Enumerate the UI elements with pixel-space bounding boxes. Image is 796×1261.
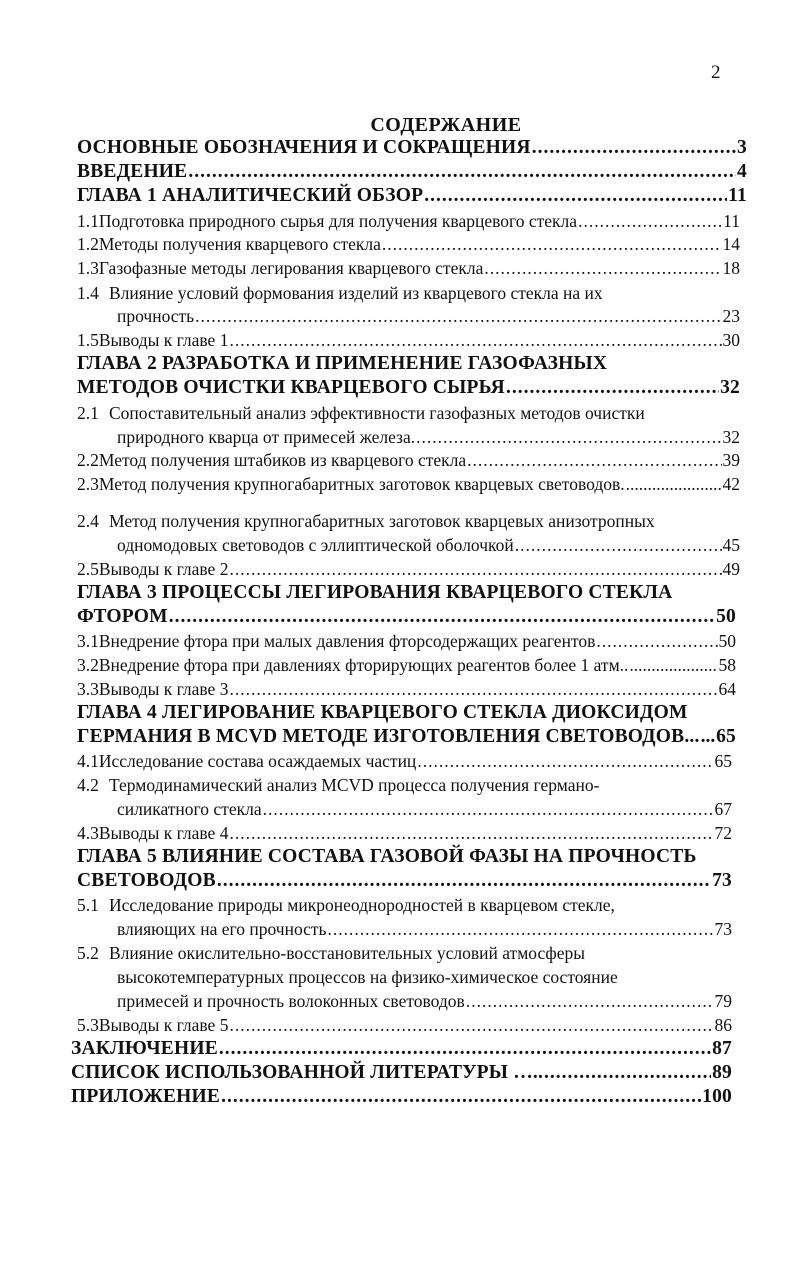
toc-entry-text: ЗАКЛЮЧЕНИЕ [71, 1038, 218, 1059]
toc-entry-text: Выводы к главе 2 [98, 559, 229, 579]
toc-entry-text: Внедрение фтора при давлениях фторирующих реагентов более 1 атм.. [98, 655, 629, 675]
dot-leader [467, 449, 721, 471]
toc-entry [77, 510, 740, 532]
toc-entry [117, 534, 740, 556]
toc-entry [77, 210, 740, 232]
toc-entry-page: 100 [702, 1086, 732, 1107]
dot-leader [217, 870, 711, 892]
dot-leader [424, 185, 727, 207]
dot-leader [169, 606, 715, 628]
dot-leader [532, 137, 736, 159]
toc-entry [117, 966, 732, 988]
toc-entry [77, 558, 740, 580]
toc-entry-page: 73 [712, 870, 732, 891]
toc-entry-number: 4.3 [77, 823, 99, 843]
toc-entry [77, 353, 740, 375]
toc-entry [77, 473, 740, 495]
toc-entry [77, 233, 740, 255]
toc-entry-page: 30 [722, 330, 740, 350]
toc-entry-number: 2.2 [77, 450, 99, 470]
dot-leader [219, 1038, 711, 1060]
toc-entry-text: природного кварца от примесей железа. [117, 427, 416, 447]
toc-entry-page: 50 [718, 631, 736, 651]
toc-entry-number: 1.2 [77, 234, 99, 254]
toc-entry [77, 942, 732, 964]
toc-entry [117, 305, 740, 327]
toc-entry-text: одномодовых световодов с эллиптической оболочкой [117, 535, 514, 555]
toc-entry-text: ГЛАВА 5 ВЛИЯНИЕ СОСТАВА ГАЗОВОЙ ФАЗЫ НА ПРОЧНОСТЬ [77, 846, 697, 867]
toc-entry [71, 1038, 732, 1060]
dot-leader [629, 654, 717, 676]
toc-entry-page: 3 [737, 137, 747, 158]
dot-leader [221, 1086, 701, 1108]
toc-entry-text: Методы получения кварцевого стекла [98, 234, 381, 254]
toc-entry [77, 870, 732, 892]
toc-entry-page: 42 [722, 474, 740, 494]
toc-entry-number: 5.3 [77, 1015, 99, 1035]
toc-entry [117, 990, 732, 1012]
toc-entry-text: высокотемпературных процессов на физико-химическое состояние [117, 967, 618, 987]
toc-entry-number: 2.3 [77, 474, 99, 494]
toc-entry-text: ВВЕДЕНИЕ [77, 161, 188, 182]
toc-entry [77, 726, 736, 748]
toc-entry-number: 1.5 [77, 330, 99, 350]
dot-leader [515, 534, 722, 556]
page-number: 2 [711, 62, 721, 83]
toc-entry-text: ГЛАВА 3 ПРОЦЕССЫ ЛЕГИРОВАНИЯ КВАРЦЕВОГО СТЕКЛА [77, 582, 673, 603]
toc-entry-page: 18 [722, 258, 740, 278]
dot-leader [328, 918, 714, 940]
dot-leader [229, 558, 721, 580]
toc-entry-number: 4.1 [77, 751, 99, 771]
toc-entry-text: Исследование состава осаждаемых частиц [98, 751, 417, 771]
toc-entry-number: 1.4 [77, 283, 99, 303]
toc-entry-text: Метод получения крупногабаритных заготовок кварцевых световодов. [98, 474, 625, 494]
toc-entry-page: 23 [722, 306, 740, 326]
toc-entry [77, 894, 732, 916]
dot-leader [544, 1062, 711, 1084]
toc-entry-text: ФТОРОМ [77, 606, 168, 627]
toc-entry-text: ГЛАВА 2 РАЗРАБОТКА И ПРИМЕНЕНИЕ ГАЗОФАЗНЫХ [77, 353, 608, 374]
toc-entry-number: 3.1 [77, 631, 99, 651]
toc-entry-text: Сопоставительный анализ эффективности газофазных методов очистки [109, 403, 645, 423]
toc-entry-text: ГЛАВА 1 АНАЛИТИЧЕСКИЙ ОБЗОР [77, 185, 424, 206]
toc-entry [77, 582, 740, 604]
toc-entry [77, 377, 740, 399]
dot-leader [701, 726, 716, 748]
toc-entry-number: 5.1 [77, 895, 99, 915]
toc-entry-text: ПРИЛОЖЕНИЕ [71, 1086, 221, 1107]
toc-entry [117, 798, 732, 820]
toc-entry-page: 11 [728, 185, 747, 206]
toc-entry-page: 87 [712, 1038, 732, 1059]
toc-entry [117, 918, 732, 940]
toc-entry-page: 67 [714, 799, 732, 819]
toc-entry-text: Выводы к главе 4 [98, 823, 229, 843]
toc-entry [77, 774, 732, 796]
toc-entry [77, 702, 736, 724]
toc-entry-page: 64 [718, 679, 736, 699]
toc-entry-page: 73 [714, 919, 732, 939]
toc-entry-page: 4 [737, 161, 747, 182]
toc-entry-page: 50 [716, 606, 736, 627]
toc-entry [77, 654, 736, 676]
toc-entry-page: 32 [720, 377, 740, 398]
toc-entry-text: ГЕРМАНИЯ В MCVD МЕТОДЕ ИЗГОТОВЛЕНИЯ СВЕТОВОДОВ... [77, 726, 700, 747]
toc-entry-text: ОСНОВНЫЕ ОБОЗНАЧЕНИЯ И СОКРАЩЕНИЯ [77, 137, 531, 158]
dot-leader [229, 822, 713, 844]
toc-entry-number: 1.3 [77, 258, 99, 278]
dot-leader [416, 426, 721, 448]
toc-entry-page: 32 [722, 427, 740, 447]
toc-entry [117, 426, 740, 448]
toc-entry-text: примесей и прочность волоконных световодов [117, 991, 465, 1011]
toc-entry-text: Метод получения крупногабаритных заготовок кварцевых анизотропных [109, 511, 655, 531]
toc-entry [77, 750, 732, 772]
toc-entry-number: 4.2 [77, 775, 99, 795]
toc-entry-number: 3.3 [77, 679, 99, 699]
toc-title: СОДЕРЖАНИЕ [370, 114, 522, 136]
toc-entry-text: Газофазные методы легирования кварцевого стекла [98, 258, 484, 278]
toc-entry-text: Выводы к главе 1 [98, 330, 229, 350]
toc-entry-text: Исследование природы микронеоднородностей в кварцевом стекле, [109, 895, 615, 915]
toc-entry [77, 161, 747, 183]
toc-entry-text: Выводы к главе 3 [98, 679, 229, 699]
toc-entry [77, 1014, 732, 1036]
toc-entry-number: 3.2 [77, 655, 99, 675]
dot-leader [195, 305, 721, 327]
dot-leader [417, 750, 713, 772]
toc-entry-number: 2.1 [77, 403, 99, 423]
toc-entry-text: Термодинамический анализ MCVD процесса получения германо- [109, 775, 600, 795]
toc-entry-page: 49 [722, 559, 740, 579]
toc-entry-text: Метод получения штабиков из кварцевого стекла [98, 450, 467, 470]
toc-entry [77, 606, 736, 628]
toc-entry [77, 846, 732, 868]
toc-entry-text: силикатного стекла [117, 799, 262, 819]
toc-entry-page: 89 [712, 1062, 732, 1083]
toc-entry-text: прочность [117, 306, 195, 326]
dot-leader [229, 1014, 713, 1036]
toc-entry-number: 2.5 [77, 559, 99, 579]
dot-leader [626, 473, 722, 495]
dot-leader [466, 990, 714, 1012]
toc-entry-text: МЕТОДОВ ОЧИСТКИ КВАРЦЕВОГО СЫРЬЯ [77, 377, 505, 398]
toc-entry [77, 137, 747, 159]
toc-entry [77, 402, 740, 424]
toc-entry-page: 39 [722, 450, 740, 470]
dot-leader [263, 798, 714, 820]
toc-entry [77, 185, 747, 207]
toc-entry-page: 65 [714, 751, 732, 771]
dot-leader [229, 678, 717, 700]
toc-entry-text: влияющих на его прочность [117, 919, 327, 939]
toc-entry [71, 1062, 732, 1084]
toc-entry-text: Подготовка природного сырья для получения кварцевого стекла [98, 211, 578, 231]
dot-leader [188, 161, 736, 183]
toc-entry-page: 79 [714, 991, 732, 1011]
dot-leader [229, 329, 721, 351]
toc-entry [77, 630, 736, 652]
dot-leader [382, 233, 722, 255]
toc-entry-text: Влияние окислительно-восстановительных условий атмосферы [109, 943, 586, 963]
toc-entry [77, 822, 732, 844]
toc-entry-text: ГЛАВА 4 ЛЕГИРОВАНИЕ КВАРЦЕВОГО СТЕКЛА ДИОКСИДОМ [77, 702, 688, 723]
toc-entry-page: 14 [722, 234, 740, 254]
toc-entry [77, 678, 736, 700]
toc-entry-text: СВЕТОВОДОВ [77, 870, 216, 891]
dot-leader [596, 630, 717, 652]
toc-entry-text: Влияние условий формования изделий из кварцевого стекла на их [109, 283, 603, 303]
dot-leader [578, 210, 722, 232]
toc-entry-text: Внедрение фтора при малых давления фторсодержащих реагентов [98, 631, 596, 651]
dot-leader [506, 377, 719, 399]
toc-entry-page: 86 [714, 1015, 732, 1035]
toc-entry-page: 11 [723, 211, 740, 231]
toc-entry-number: 1.1 [77, 211, 99, 231]
toc-entry-number: 5.2 [77, 943, 99, 963]
toc-entry-text: СПИСОК ИСПОЛЬЗОВАННОЙ ЛИТЕРАТУРЫ ….. [71, 1062, 544, 1083]
toc-entry-page: 58 [718, 655, 736, 675]
toc-entry [77, 329, 740, 351]
dot-leader [484, 257, 721, 279]
toc-entry-number: 2.4 [77, 511, 99, 531]
toc-entry-page: 65 [716, 726, 736, 747]
toc-entry-text: Выводы к главе 5 [98, 1015, 229, 1035]
toc-entry [77, 449, 740, 471]
toc-entry-page: 45 [722, 535, 740, 555]
toc-entry [71, 1086, 732, 1108]
toc-entry-page: 72 [714, 823, 732, 843]
toc-entry [77, 257, 740, 279]
toc-entry [77, 282, 740, 304]
